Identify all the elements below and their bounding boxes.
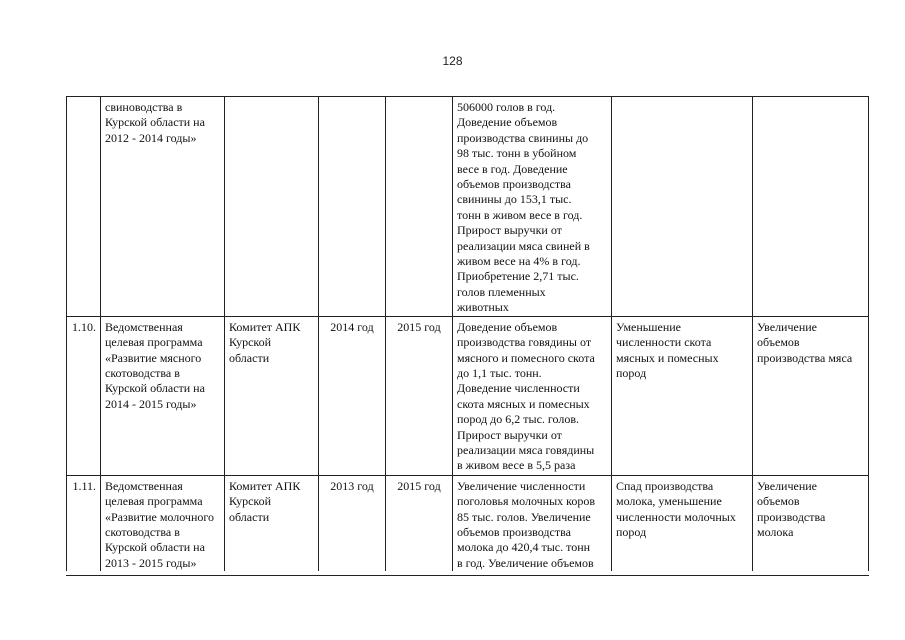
table-row [67, 475, 869, 571]
end-year-cell [386, 97, 453, 317]
end-year-cell: 2015 год [386, 475, 453, 571]
row-number-cell [67, 97, 101, 317]
executor-cell: Комитет АПК Курской области [225, 475, 319, 571]
start-year-cell: 2014 год [319, 316, 386, 475]
executor-cell: Комитет АПК Курской области [225, 316, 319, 475]
consequences-cell [612, 97, 753, 317]
executor-cell [225, 97, 319, 317]
expected-results-cell: Доведение объемов производства говядины от мясного и помесного скота до 1,1 тыс. тонн. Доведение численности скота мясных и помесных пород до 6,2 тыс. голов. Прирост выручки от реализации мяса говядины в живом весе в 5,5 раза [453, 316, 612, 475]
table-bottom-divider [66, 575, 869, 576]
consequences-cell: Уменьшение численности скота мясных и помесных пород [612, 316, 753, 475]
row-number-cell: 1.10. [67, 316, 101, 475]
indicators-cell: Увеличение объемов производства мяса [753, 316, 869, 475]
indicators-cell [753, 97, 869, 317]
start-year-cell: 2013 год [319, 475, 386, 571]
expected-results-cell: 506000 голов в год. Доведение объемов производства свинины до 98 тыс. тонн в убойном весе в год. Доведение объемов производства свинины до 153,1 тыс. тонн в живом весе в год. Прирост выручки от реализации мяса свиней в живом весе на 4% в год. Приобретение 2,71 тыс. голов племенных животных [453, 97, 612, 317]
indicators-cell: Увеличение объемов производства молока [753, 475, 869, 571]
end-year-cell: 2015 год [386, 316, 453, 475]
table-row [67, 316, 869, 475]
consequences-cell: Спад производства молока, уменьшение численности молочных пород [612, 475, 753, 571]
start-year-cell [319, 97, 386, 317]
program-name-cell: свиноводства в Курской области на 2012 - 2014 годы» [101, 97, 225, 317]
table-row [67, 97, 869, 317]
program-table [66, 96, 869, 571]
page-number: 128 [442, 54, 463, 68]
program-name-cell: Ведомственная целевая программа «Развитие мясного скотоводства в Курской области на 2014 - 2015 годы» [101, 316, 225, 475]
expected-results-cell: Увеличение численности поголовья молочных коров 85 тыс. голов. Увеличение объемов производства молока до 420,4 тыс. тонн в год. Увеличение объемов [453, 475, 612, 571]
program-name-cell: Ведомственная целевая программа «Развитие молочного скотоводства в Курской области на 2013 - 2015 годы» [101, 475, 225, 571]
row-number-cell: 1.11. [67, 475, 101, 571]
